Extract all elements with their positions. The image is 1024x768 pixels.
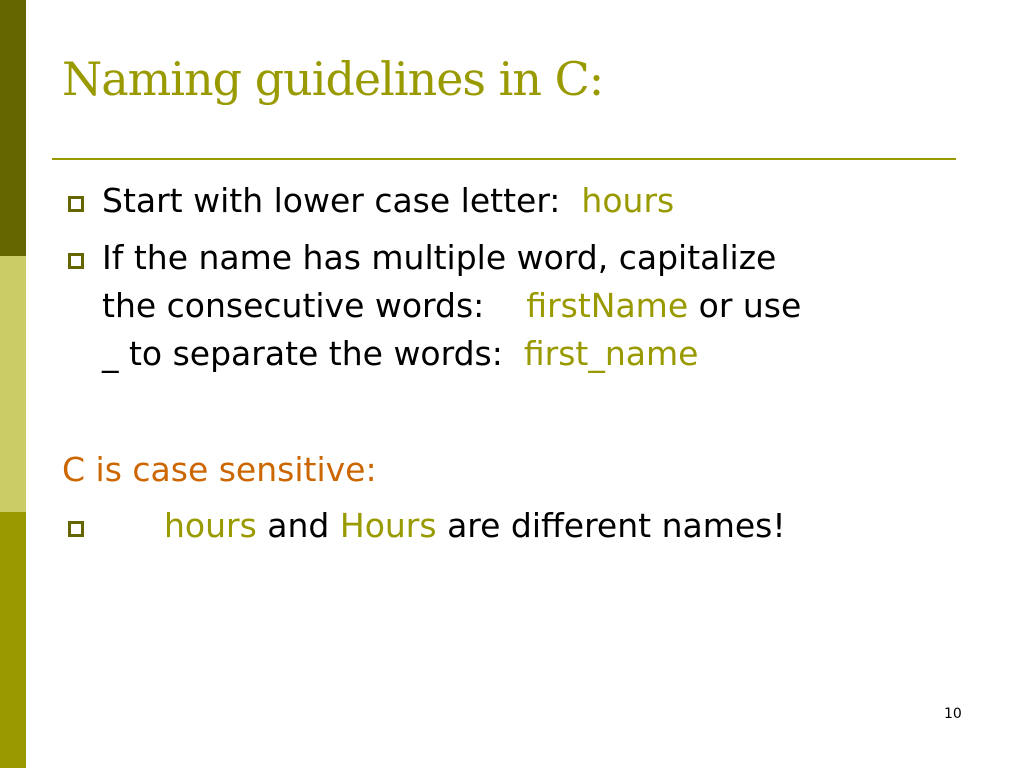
bullet-2-line-3-text: _ to separate the words: (102, 334, 503, 373)
bullet-2-line-3 (102, 334, 698, 373)
bullet-2-example-camel: firstName (526, 286, 689, 325)
bullet-2-line-2 (102, 286, 801, 325)
case-connector: and (267, 506, 330, 545)
bullet-1-example: hours (581, 181, 675, 220)
square-bullet-icon (68, 521, 84, 537)
page-number: 10 (944, 706, 962, 722)
case-bullet (164, 506, 786, 545)
bullet-2-example-underscore: first_name (523, 334, 699, 373)
bullet-2-line-2-suffix: or use (698, 286, 802, 325)
case-word-lower: hours (164, 506, 257, 545)
section-heading: C is case sensitive: (62, 450, 377, 489)
bullet-1 (102, 181, 674, 220)
slide-title: Naming guidelines in C: (62, 52, 604, 106)
case-word-upper: Hours (339, 506, 437, 545)
bullet-2-line-2-text: the consecutive words: (102, 286, 485, 325)
square-bullet-icon (68, 196, 84, 212)
bullet-1-text: Start with lower case letter: (102, 181, 561, 220)
bullet-2-line-1: If the name has multiple word, capitalize (102, 238, 777, 277)
square-bullet-icon (68, 253, 84, 269)
case-rest: are different names! (447, 506, 786, 545)
